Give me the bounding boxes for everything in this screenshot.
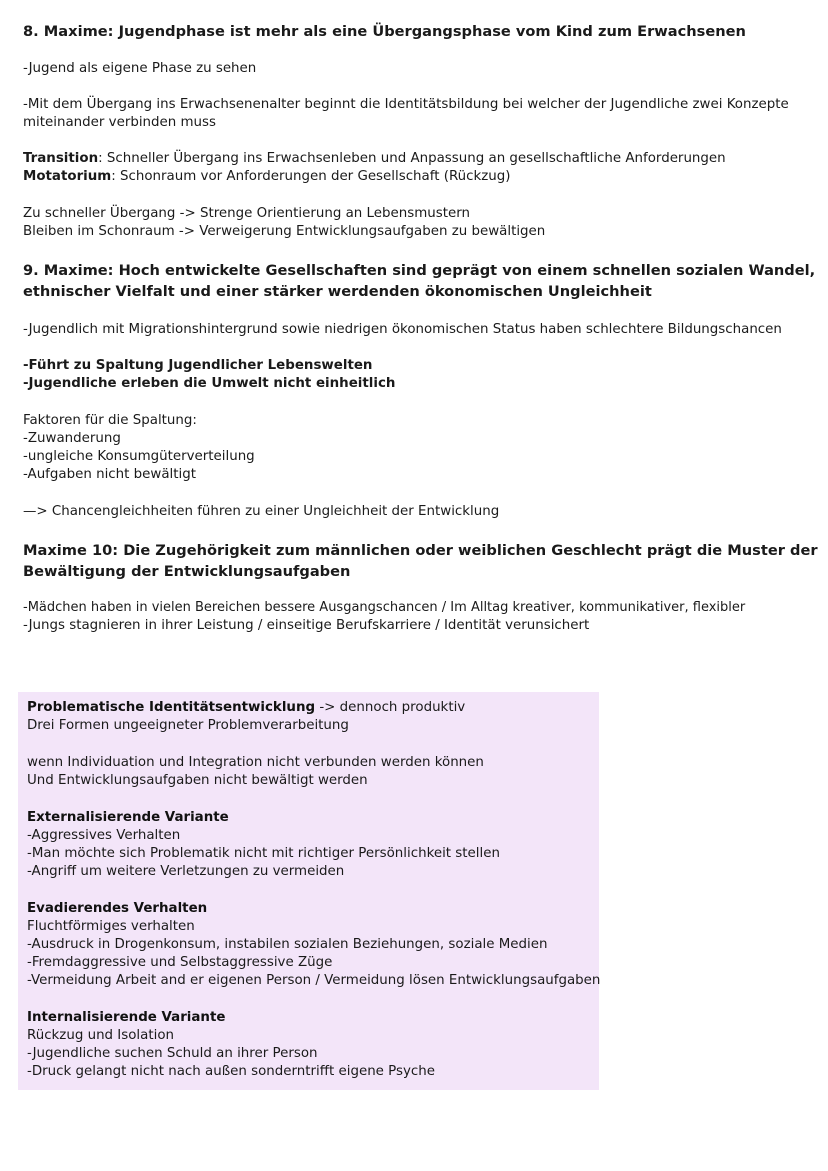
evading-item: -Vermeidung Arbeit and er eigenen Person / Vermeidung lösen Entwicklungsaufgaben xyxy=(27,973,601,988)
section8-point: Bleiben im Schonraum -> Verweigerung Entwicklungsaufgaben zu bewältigen xyxy=(23,224,546,239)
motatorium-text: : Schonraum vor Anforderungen der Gesellschaft (Rückzug) xyxy=(111,169,511,184)
externalizing-item: -Aggressives Verhalten xyxy=(27,828,181,843)
factors-title: Faktoren für die Spaltung: xyxy=(23,413,197,428)
section9-heading: ethnischer Vielfalt und einer stärker werdenden ökonomischen Ungleichheit xyxy=(23,283,652,300)
factor-item: -ungleiche Konsumgüterverteilung xyxy=(23,449,255,464)
internalizing-title: Internalisierende Variante xyxy=(27,1010,226,1025)
section9-bold-point: -Führt zu Spaltung Jugendlicher Lebenswelten xyxy=(23,358,373,373)
evading-title: Evadierendes Verhalten xyxy=(27,901,208,916)
box-condition: wenn Individuation und Integration nicht verbunden werden können xyxy=(27,755,484,770)
section10-point: -Mädchen haben in vielen Bereichen bessere Ausgangschancen / Im Alltag kreativer, kommunikativer, flexibler xyxy=(23,600,746,615)
externalizing-title: Externalisierende Variante xyxy=(27,810,229,825)
section8-heading: 8. Maxime: Jugendphase ist mehr als eine Übergangsphase vom Kind zum Erwachsenen xyxy=(23,23,746,40)
section8-point: miteinander verbinden muss xyxy=(23,115,216,130)
evading-item: -Ausdruck in Drogenkonsum, instabilen sozialen Beziehungen, soziale Medien xyxy=(27,937,548,952)
motatorium-label: Motatorium xyxy=(23,169,112,184)
section10-heading: Maxime 10: Die Zugehörigkeit zum männlichen oder weiblichen Geschlecht prägt die Muster der xyxy=(23,542,818,559)
motatorium-line xyxy=(23,168,511,186)
section8-point: -Mit dem Übergang ins Erwachsenenalter beginnt die Identitätsbildung bei welcher der Jugendliche zwei Konzepte xyxy=(23,97,789,112)
transition-text: : Schneller Übergang ins Erwachsenleben und Anpassung an gesellschaftliche Anforderungen xyxy=(98,151,726,166)
internalizing-item: -Druck gelangt nicht nach außen sonderntrifft eigene Psyche xyxy=(27,1064,436,1079)
box-title-rest: -> dennoch produktiv xyxy=(315,700,466,715)
box-title-bold: Problematische Identitätsentwicklung xyxy=(27,700,316,715)
box-title xyxy=(27,699,465,717)
section9-conclusion: —> Chancengleichheiten führen zu einer Ungleichheit der Entwicklung xyxy=(23,504,500,519)
evading-item: -Fremdaggressive und Selbstaggressive Züge xyxy=(27,955,333,970)
factor-item: -Zuwanderung xyxy=(23,431,121,446)
section8-point: -Jugend als eigene Phase zu sehen xyxy=(23,61,257,76)
section10-point: -Jungs stagnieren in ihrer Leistung / einseitige Berufskarriere / Identität verunsichert xyxy=(23,618,590,633)
evading-item: Fluchtförmiges verhalten xyxy=(27,919,195,934)
identity-development-box xyxy=(18,692,599,1090)
section9-heading: 9. Maxime: Hoch entwickelte Gesellschaften sind geprägt von einem schnellen sozialen Wandel, xyxy=(23,262,816,279)
transition-line xyxy=(23,150,726,168)
internalizing-item: -Jugendliche suchen Schuld an ihrer Person xyxy=(27,1046,318,1061)
transition-label: Transition xyxy=(23,151,99,166)
section8-point: Zu schneller Übergang -> Strenge Orientierung an Lebensmustern xyxy=(23,206,470,221)
factor-item: -Aufgaben nicht bewältigt xyxy=(23,467,196,482)
section9-point: -Jugendlich mit Migrationshintergrund sowie niedrigen ökonomischen Status haben schlechtere Bildungschancen xyxy=(23,322,782,337)
box-condition: Und Entwicklungsaufgaben nicht bewältigt werden xyxy=(27,773,368,788)
internalizing-item: Rückzug und Isolation xyxy=(27,1028,175,1043)
section10-heading: Bewältigung der Entwicklungsaufgaben xyxy=(23,563,351,580)
section9-bold-point: -Jugendliche erleben die Umwelt nicht einheitlich xyxy=(23,376,396,391)
externalizing-item: -Man möchte sich Problematik nicht mit richtiger Persönlichkeit stellen xyxy=(27,846,500,861)
box-subtitle: Drei Formen ungeeigneter Problemverarbeitung xyxy=(27,718,349,733)
externalizing-item: -Angriff um weitere Verletzungen zu vermeiden xyxy=(27,864,345,879)
